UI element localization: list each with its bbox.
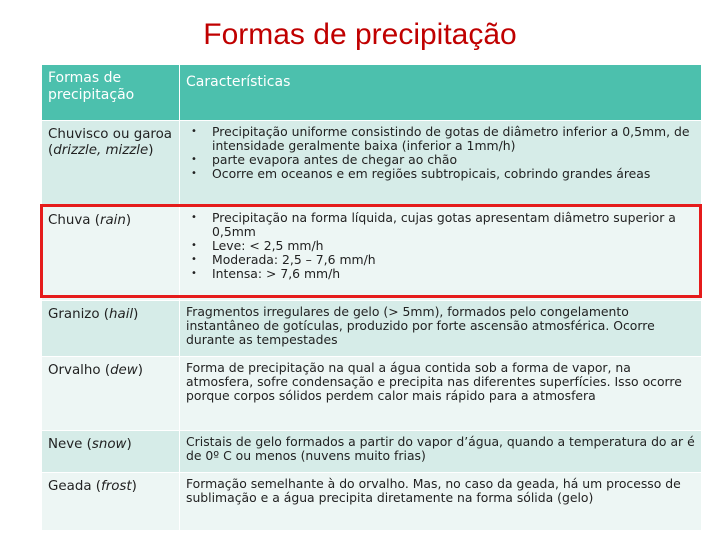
precipitation-table bbox=[41, 64, 702, 531]
table-row-hail bbox=[42, 301, 702, 357]
row-characteristics bbox=[180, 207, 702, 301]
table-row-frost bbox=[42, 473, 702, 531]
bullet-list bbox=[186, 211, 696, 281]
bullet-list bbox=[186, 125, 696, 181]
header-characteristics: Características bbox=[180, 65, 702, 121]
row-name: Orvalho (dew) bbox=[42, 357, 180, 431]
row-name: Geada (frost) bbox=[42, 473, 180, 531]
row-characteristics: Fragmentos irregulares de gelo (> 5mm), formados pelo congelamento instantâneo de gotículas, produzido por forte ascensão atmosférica. Ocorre durante as tempestades bbox=[180, 301, 702, 357]
list-item: • Ocorre em oceanos e em regiões subtropicais, cobrindo grandes áreas bbox=[186, 167, 696, 181]
list-item: • parte evapora antes de chegar ao chão bbox=[186, 153, 696, 167]
header-forms: Formas de precipitação bbox=[42, 65, 180, 121]
table-row-drizzle bbox=[42, 121, 702, 207]
list-item: • Precipitação na forma líquida, cujas gotas apresentam diâmetro superior a 0,5mm bbox=[186, 211, 696, 239]
table-header-row bbox=[42, 65, 702, 121]
row-characteristics: Cristais de gelo formados a partir do vapor d’água, quando a temperatura do ar é de 0º C ou menos (nuvens muito frias) bbox=[180, 431, 702, 473]
table-row-dew bbox=[42, 357, 702, 431]
row-name: Chuvisco ou garoa (drizzle, mizzle) bbox=[42, 121, 180, 207]
list-item: • Precipitação uniforme consistindo de gotas de diâmetro inferior a 0,5mm, de intensidade geralmente baixa (inferior a 1mm/h) bbox=[186, 125, 696, 153]
list-item: • Moderada: 2,5 – 7,6 mm/h bbox=[186, 253, 696, 267]
row-name: Granizo (hail) bbox=[42, 301, 180, 357]
row-characteristics: Formação semelhante à do orvalho. Mas, no caso da geada, há um processo de sublimação e a água precipita diretamente na forma sólida (gelo) bbox=[180, 473, 702, 531]
table-row-snow bbox=[42, 431, 702, 473]
row-characteristics: Forma de precipitação na qual a água contida sob a forma de vapor, na atmosfera, sofre condensação e precipita nas diferentes superfícies. Isso ocorre porque corpos sólidos perdem calor mais rápido para a atmosfera bbox=[180, 357, 702, 431]
page-title: Formas de precipitação bbox=[203, 18, 517, 51]
row-characteristics bbox=[180, 121, 702, 207]
list-item: • Leve: < 2,5 mm/h bbox=[186, 239, 696, 253]
table-row-rain bbox=[42, 207, 702, 301]
list-item: • Intensa: > 7,6 mm/h bbox=[186, 267, 696, 281]
row-name: Neve (snow) bbox=[42, 431, 180, 473]
row-name: Chuva (rain) bbox=[42, 207, 180, 301]
